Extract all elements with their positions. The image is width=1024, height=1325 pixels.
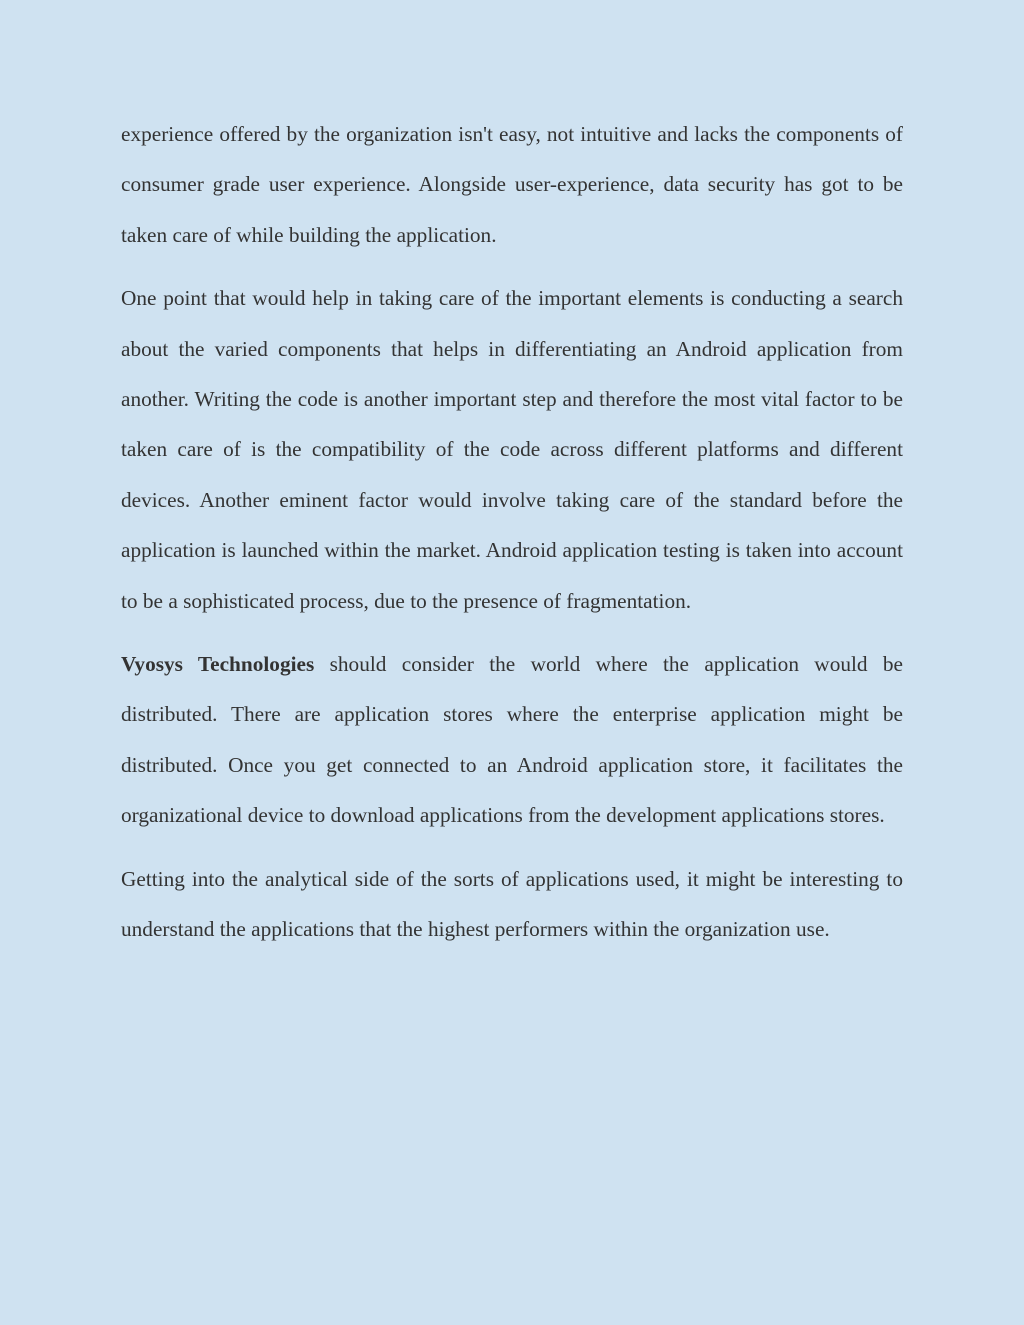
paragraph-3 <box>121 639 903 841</box>
paragraph-2-text: One point that would help in taking care of the important elements is conducting a search about the varied components that helps in differentiating an Android application from another. Writing the code is another important step and therefore the most vital factor to be taken care of is the compatibility of the code across different platforms and different devices. Another eminent factor would involve taking care of the standard before the application is launched within the market. Android application testing is taken into account to be a sophisticated process, due to the presence of fragmentation. <box>121 286 903 613</box>
paragraph-1-text: experience offered by the organization isn't easy, not intuitive and lacks the components of consumer grade user experience. Alongside user-experience, data security has got to be taken care of while building the application. <box>121 122 903 247</box>
paragraph-4 <box>121 854 903 955</box>
company-name: Vyosys Technologies <box>121 652 315 677</box>
paragraph-1 <box>121 109 903 260</box>
paragraph-4-text: Getting into the analytical side of the sorts of applications used, it might be interesting to understand the applications that the highest performers within the organization use. <box>121 866 903 942</box>
paragraph-3-text: should consider the world where the application would be distributed. There are application stores where the enterprise application might be distributed. Once you get connected to an Android application store, it facilitates the organizational device to download applications from the development applications stores. <box>121 652 903 828</box>
paragraph-2 <box>121 273 903 626</box>
document-body <box>121 109 903 968</box>
